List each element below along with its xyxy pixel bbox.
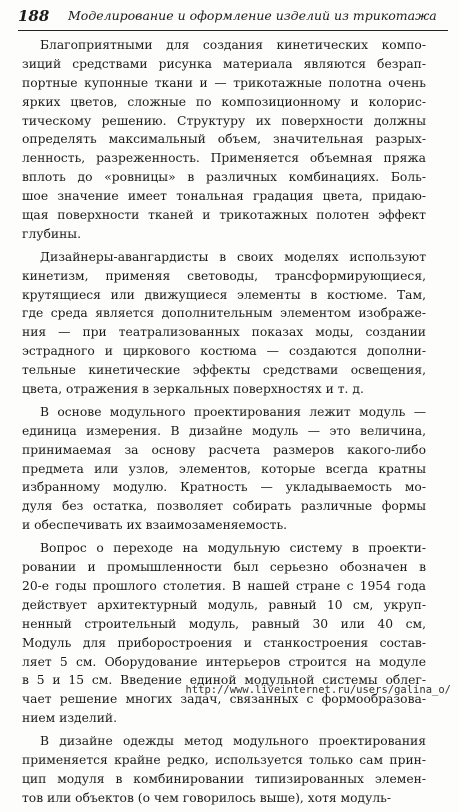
- text-line: глубины.: [22, 226, 81, 241]
- running-title: Моделирование и оформление изделий из трикотажа: [68, 8, 437, 23]
- text-line: 20-е годы прошлого столетия. В нашей стране с 1954 года: [22, 578, 426, 593]
- text-line: кинетизм, применяя световоды, трансформирующиеся,: [22, 268, 426, 283]
- text-line: определять максимальный объем, значительная разрых-: [22, 132, 426, 147]
- text-line: дуля без остатка, позволяет собирать различные формы: [22, 499, 426, 514]
- text-line: эстрадного и циркового костюма — создаются дополни-: [22, 344, 426, 359]
- text-line: цвета, отражения в зеркальных поверхностях и т. д.: [22, 382, 364, 397]
- text-line: и обеспечивать их взаимозаменяемость.: [22, 518, 288, 533]
- text-line: зиций средствами рисунка материала являются безрап-: [22, 56, 426, 71]
- paragraph: [22, 732, 426, 808]
- text-line: чает решение многих задач, связанных с формообразова-: [22, 692, 426, 707]
- text-line: тическому решению. Структуру их поверхности должны: [22, 113, 426, 128]
- page-header: [18, 6, 448, 31]
- text-line: предмета или узлов, элементов, которые всегда кратны: [22, 461, 426, 476]
- text-line: где среда является дополнительным элементом изображе-: [22, 306, 426, 321]
- paragraph: [22, 248, 426, 399]
- text-line: Дизайнеры-авангардисты в своих моделях используют: [40, 249, 426, 264]
- text-line: ярких цветов, сложные по композиционному и колорис-: [22, 94, 426, 109]
- text-line: действует архитектурный модуль, равный 10 см, укруп-: [22, 597, 426, 612]
- text-line: принимаемая за основу расчета размеров какого-либо: [22, 442, 426, 457]
- text-line: шое значение имеет тональная градация цвета, придаю-: [22, 189, 426, 204]
- text-line: В дизайне одежды метод модульного проектирования: [40, 734, 426, 749]
- text-line: единица измерения. В дизайне модуль — это величина,: [22, 423, 426, 438]
- text-line: избранному модулю. Кратность — укладываемость мо-: [22, 480, 426, 495]
- text-line: цип модуля в комбинировании типизированных элемен-: [22, 771, 426, 786]
- text-line: портные купонные ткани и — трикотажные полотна очень: [22, 75, 426, 90]
- page-number: 188: [18, 7, 50, 25]
- paragraph: [22, 403, 426, 535]
- text-line: ния — при театрализованных показах моды, создании: [22, 325, 426, 340]
- text-line: ленность, разреженность. Применяется объемная пряжа: [22, 151, 426, 166]
- text-line: Благоприятными для создания кинетических компо-: [40, 38, 426, 52]
- watermark-url: http://www.liveinternet.ru/users/galina_o/: [185, 684, 451, 696]
- text-line: нием изделий.: [22, 711, 118, 726]
- text-line: Модуль для приборостроения и станкостроения состав-: [22, 635, 426, 650]
- text-line: ляет 5 см. Оборудование интерьеров строится на модуле: [22, 654, 426, 669]
- paragraph: [22, 36, 426, 244]
- text-line: тельные кинетические эффекты средствами освещения,: [22, 363, 426, 378]
- text-line: крутящиеся или движущиеся элементы в костюме. Там,: [22, 287, 426, 302]
- text-line: применяется крайне редко, используется только сам прин-: [22, 752, 426, 767]
- text-line: Вопрос о переходе на модульную систему в проекти-: [40, 541, 426, 556]
- text-line: ненный строительный модуль, равный 30 или 40 см,: [22, 616, 426, 631]
- text-line: щая поверхности тканей и трикотажных полотен эффект: [22, 208, 426, 223]
- text-line: в 5 и 15 см. Введение единой модульной системы облег-: [22, 673, 426, 688]
- paragraph: [22, 539, 426, 728]
- text-line: тов или объектов (о чем говорилось выше), хотя модуль-: [22, 790, 391, 805]
- text-line: ровании и промышленности был серьезно обозначен в: [22, 560, 426, 575]
- text-line: В основе модульного проектирования лежит модуль —: [40, 404, 426, 419]
- text-line: вплоть до «ровницы» в различных комбинациях. Боль-: [22, 170, 426, 185]
